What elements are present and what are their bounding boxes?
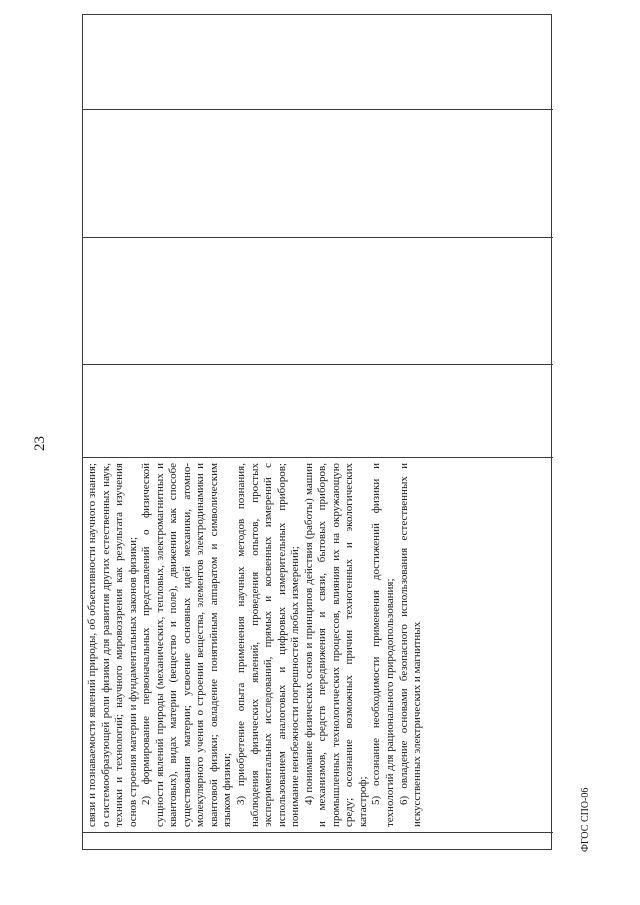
- table-cell-description: [83, 457, 553, 832]
- page-number: 23: [32, 436, 48, 451]
- table-cell-empty-3: [83, 109, 553, 237]
- table-cell-empty-2: [83, 237, 553, 364]
- description-paragraph-4: 4) понимание физических основ и принципов действия (работы) машин и механизмов, средств передвижения и связи, бытовых приборов, промышленных технологических процессов, влияния их на окружающую среду; осознание возможных причин техногенных и экологических катастроф;: [302, 463, 369, 827]
- description-paragraph-3: 3) приобретение опыта применения научных методов познания, наблюдения физических явлений, проведения опытов, простых экспериментальных исследований, прямых и косвенных измерений с использованием аналоговых и цифровых измерительных приборов; понимание неизбежности погрешностей любых измерений;: [235, 463, 302, 827]
- table-cell-index: [83, 832, 553, 851]
- requirements-table: [82, 14, 552, 850]
- table-cell-empty-4: [83, 15, 553, 109]
- table-cell-empty-1: [83, 364, 553, 457]
- description-paragraph-2: 2) формирование первоначальных представлений о физической сущности явлений природы (механических, тепловых, электромагнитных и квантовых), видах материи (вещество и поле), движении как способе существования материи; усвоение основных идей механики, атомно-молекулярного учения о строении вещества, элементов электродинамики и квантовой физики; овладение понятийным аппаратом и символическим языком физики;: [140, 463, 234, 827]
- table-rotated-content: [83, 15, 553, 851]
- description-paragraph-6: 6) овладение основами безопасного использования естественных и искусственных электрических и магнитных: [397, 463, 424, 827]
- description-paragraph-5: 5) осознание необходимости применения достижений физики и технологий для рационального природопользования;: [370, 463, 397, 827]
- description-paragraph-1: связи и познаваемости явлений природы, об объективности научного знания; о системообразующей роли физики для развития других естественных наук, техники и технологий; научного мировоззрения как результата изучения основ строения материи и фундаментальных законов физики;: [86, 463, 139, 827]
- footer-code: ФГОС СПО-06: [580, 787, 591, 852]
- description-text: [83, 458, 428, 832]
